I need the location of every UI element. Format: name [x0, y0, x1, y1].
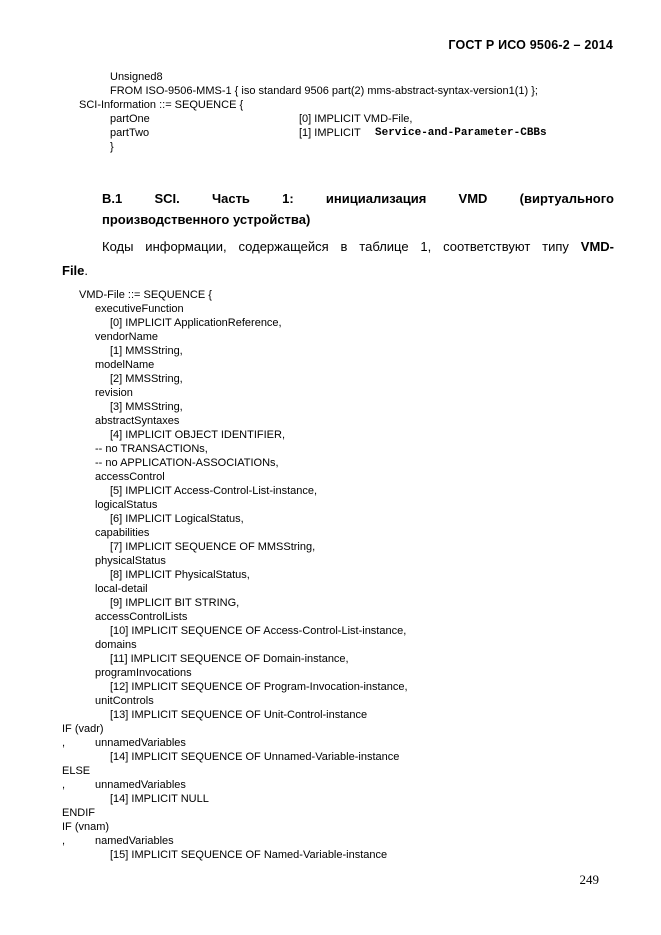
code-line [0, 442, 661, 456]
code-line: SCI-Information ::= SEQUENCE { [79, 99, 244, 111]
code-line [0, 582, 661, 596]
code-line [0, 484, 661, 498]
code-text: programInvocations [95, 667, 192, 679]
code-text: [8] IMPLICIT PhysicalStatus, [110, 569, 250, 581]
code-line [0, 330, 661, 344]
code-line [0, 638, 661, 652]
section-title: B.1 SCI. Часть 1: инициализация VMD (виртуального [102, 191, 614, 206]
code-text: [7] IMPLICIT SEQUENCE OF MMSString, [110, 541, 316, 553]
code-line [0, 792, 661, 806]
code-text: [2] MMSString, [110, 373, 183, 385]
code-text: [15] IMPLICIT SEQUENCE OF Named-Variable-instance [110, 849, 388, 861]
code-line [0, 414, 661, 428]
code-text: [6] IMPLICIT LogicalStatus, [110, 513, 244, 525]
top-code-block [0, 70, 661, 154]
code-line [0, 358, 661, 372]
code-line [0, 316, 661, 330]
code-line: FROM ISO-9506-MMS-1 { iso standard 9506 part(2) mms-abstract-syntax-version1(1) }; [110, 85, 538, 97]
code-text: [9] IMPLICIT BIT STRING, [110, 597, 240, 609]
section-title-cont: производственного устройства) [102, 212, 311, 227]
code-line [0, 736, 661, 750]
code-text: [13] IMPLICIT SEQUENCE OF Unit-Control-instance [110, 709, 368, 721]
code-text: revision [95, 387, 133, 399]
code-line [0, 834, 661, 848]
code-line [0, 778, 661, 792]
paragraph: Коды информации, содержащейся в таблице 1, соответствуют типу VMD- [102, 239, 614, 254]
code-line [0, 540, 661, 554]
paragraph-cont: File. [62, 263, 89, 278]
code-line [0, 680, 661, 694]
code-text: modelName [95, 359, 155, 371]
code-line [0, 554, 661, 568]
code-line [0, 568, 661, 582]
code-line [0, 344, 661, 358]
code-text: unnamedVariables [95, 779, 186, 791]
code-line [0, 694, 661, 708]
code-text: ENDIF [62, 807, 95, 819]
code-line [0, 806, 661, 820]
code-line [0, 820, 661, 834]
code-text: IF (vadr) [62, 723, 104, 735]
section-number: B.1 [102, 191, 123, 206]
code-text: [14] IMPLICIT NULL [110, 793, 209, 805]
code-line [0, 708, 661, 722]
vmd-file-code-block [0, 288, 661, 862]
code-text: VMD-File ::= SEQUENCE { [79, 289, 212, 301]
code-line [0, 372, 661, 386]
code-text: domains [95, 639, 137, 651]
code-text: unitControls [95, 695, 154, 707]
code-line [0, 288, 661, 302]
code-line [0, 652, 661, 666]
code-text: -- no APPLICATION-ASSOCIATIONs, [95, 457, 279, 469]
code-line [0, 302, 661, 316]
code-text: unnamedVariables [95, 737, 186, 749]
code-text: [14] IMPLICIT SEQUENCE OF Unnamed-Variable-instance [110, 751, 400, 763]
code-line [0, 400, 661, 414]
code-text: namedVariables [95, 835, 174, 847]
code-line [0, 498, 661, 512]
code-text: accessControlLists [95, 611, 188, 623]
document-header: ГОСТ Р ИСО 9506-2 – 2014 [448, 38, 613, 52]
code-line: partOne [0] IMPLICIT VMD-File, [110, 113, 413, 125]
code-line [0, 470, 661, 484]
code-text: [12] IMPLICIT SEQUENCE OF Program-Invocation-instance, [110, 681, 408, 693]
code-line [0, 596, 661, 610]
code-text: [1] MMSString, [110, 345, 183, 357]
code-text: physicalStatus [95, 555, 166, 567]
code-text: [3] MMSString, [110, 401, 183, 413]
code-text: -- no TRANSACTIONs, [95, 443, 208, 455]
code-line [0, 526, 661, 540]
code-text: [4] IMPLICIT OBJECT IDENTIFIER, [110, 429, 286, 441]
code-text: [5] IMPLICIT Access-Control-List-instance, [110, 485, 318, 497]
code-line [0, 428, 661, 442]
code-text: vendorName [95, 331, 158, 343]
code-line: } [110, 141, 114, 153]
code-comma: , [62, 835, 66, 847]
code-text: [0] IMPLICIT ApplicationReference, [110, 317, 282, 329]
page-number: 249 [579, 872, 599, 887]
code-line [0, 764, 661, 778]
code-text: abstractSyntaxes [95, 415, 180, 427]
code-text: [11] IMPLICIT SEQUENCE OF Domain-instance, [110, 653, 349, 665]
code-line [0, 386, 661, 400]
code-text: IF (vnam) [62, 821, 110, 833]
code-text: executiveFunction [95, 303, 184, 315]
code-line [0, 610, 661, 624]
code-text: accessControl [95, 471, 165, 483]
code-line [0, 624, 661, 638]
code-line: Unsigned8 [110, 71, 163, 83]
code-text: ELSE [62, 765, 91, 777]
code-comma: , [62, 779, 66, 791]
code-comma: , [62, 737, 66, 749]
code-line: partTwo [1] IMPLICIT Service-and-Parameter-CBBs [110, 127, 547, 139]
code-line [0, 666, 661, 680]
code-line [0, 456, 661, 470]
code-text: logicalStatus [95, 499, 158, 511]
code-line [0, 848, 661, 862]
code-line [0, 750, 661, 764]
code-text: [10] IMPLICIT SEQUENCE OF Access-Control-List-instance, [110, 625, 407, 637]
code-line [0, 512, 661, 526]
code-text: capabilities [95, 527, 150, 539]
code-line [0, 722, 661, 736]
code-text: local-detail [95, 583, 148, 595]
